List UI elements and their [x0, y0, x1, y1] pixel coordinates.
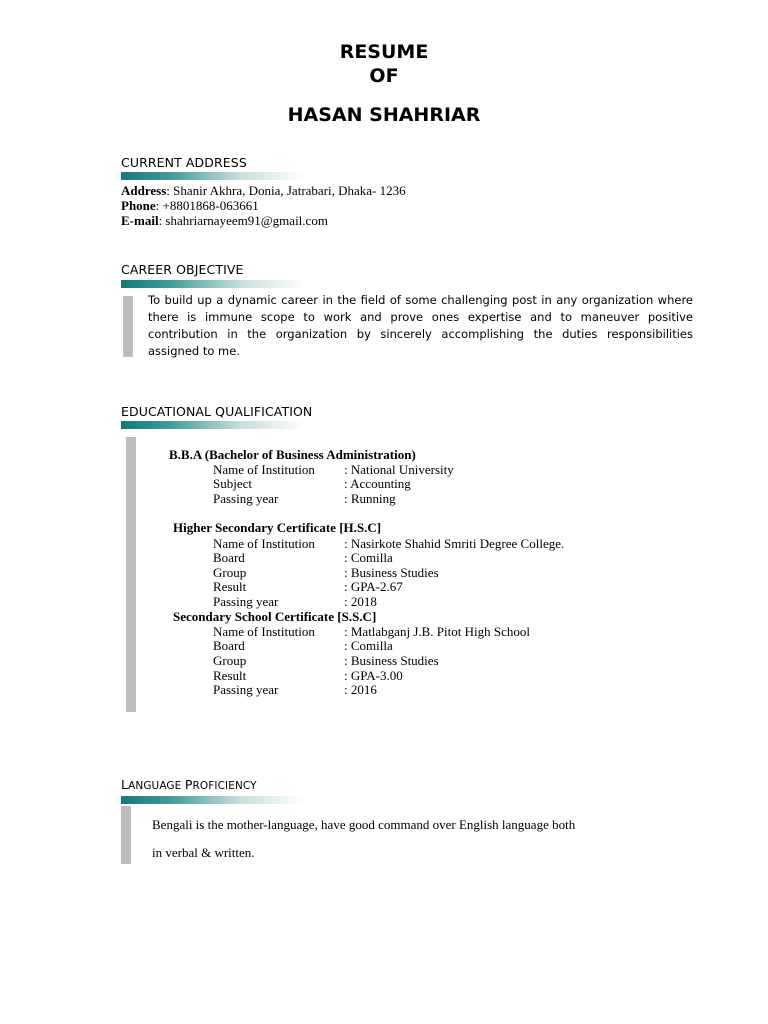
phone-value: : +8801868-063661	[155, 198, 259, 213]
table-row	[213, 654, 439, 668]
email-value: : shahriarnayeem91@gmail.com	[158, 213, 328, 228]
table-row	[213, 463, 454, 477]
row-value: : Matlabganj J.B. Pitot High School	[344, 624, 530, 639]
row-value: : Comilla	[344, 550, 393, 565]
table-row	[213, 477, 411, 491]
career-objective-bar	[123, 296, 133, 357]
resume-title: RESUME	[339, 41, 429, 63]
table-row	[213, 595, 377, 609]
row-value: : Business Studies	[344, 565, 439, 580]
language-heading	[121, 777, 257, 792]
row-value: : Nasirkote Shahid Smriti Degree College.	[344, 536, 565, 551]
language-line-1: Bengali is the mother-language, have good command over English language both	[152, 817, 576, 832]
row-label: Board	[213, 550, 245, 565]
table-row	[213, 639, 393, 653]
address-line	[121, 183, 406, 198]
row-value: : GPA-3.00	[344, 668, 403, 683]
table-row	[213, 566, 439, 580]
address-value: : Shanir Akhra, Donia, Jatrabari, Dhaka- 1236	[166, 183, 406, 198]
row-value: : 2018	[344, 594, 377, 609]
row-label: Subject	[213, 476, 252, 491]
table-row	[213, 537, 564, 551]
language-line-2: in verbal & written.	[152, 845, 255, 860]
qualification-title-ssc: Secondary School Certificate [S.S.C]	[173, 609, 377, 624]
row-label: Name of Institution	[213, 536, 315, 551]
row-label: Passing year	[213, 682, 279, 697]
table-row	[213, 551, 393, 565]
language-bar	[121, 806, 131, 864]
career-objective-heading: CAREER OBJECTIVE	[121, 262, 244, 277]
resume-of: OF	[369, 65, 399, 87]
row-label: Group	[213, 565, 247, 580]
row-label: Name of Institution	[213, 462, 315, 477]
row-value: : GPA-2.67	[344, 579, 403, 594]
heading-rest: ANGUAGE	[128, 780, 185, 792]
heading-letter: L	[121, 777, 129, 792]
row-value: : Running	[344, 491, 396, 506]
table-row	[213, 492, 396, 506]
language-rule	[121, 796, 306, 804]
row-label: Board	[213, 638, 245, 653]
row-value: : Business Studies	[344, 653, 439, 668]
email-label: E-mail	[121, 213, 159, 228]
row-value: : National University	[344, 462, 454, 477]
career-objective-rule	[121, 280, 306, 288]
phone-line	[121, 198, 259, 213]
row-label: Passing year	[213, 594, 279, 609]
row-label: Name of Institution	[213, 624, 315, 639]
heading-rest: ROFICIENCY	[192, 780, 257, 792]
current-address-heading: CURRENT ADDRESS	[121, 155, 247, 170]
table-row	[213, 683, 377, 697]
table-row	[213, 625, 530, 639]
row-label: Passing year	[213, 491, 279, 506]
row-value: : 2016	[344, 682, 377, 697]
row-label: Result	[213, 668, 247, 683]
address-label: Address	[121, 183, 167, 198]
career-objective-text: To build up a dynamic career in the field of some challenging post in any organization where there is immune scope to work and prove ones expertise and to maneuver positive contribution in the organization by sincerely accomplishing the duties responsibilities assigned to me.	[148, 293, 693, 358]
current-address-rule	[121, 172, 306, 180]
row-value: : Comilla	[344, 638, 393, 653]
education-heading: EDUCATIONAL QUALIFICATION	[121, 404, 313, 419]
heading-letter: P	[184, 777, 193, 792]
row-value: : Accounting	[344, 476, 411, 491]
qualification-title-bba: B.B.A (Bachelor of Business Administration)	[169, 447, 416, 462]
education-bar	[126, 437, 136, 712]
education-rule	[121, 421, 306, 429]
row-label: Group	[213, 653, 247, 668]
table-row	[213, 580, 403, 594]
email-line	[121, 213, 328, 228]
qualification-title-hsc: Higher Secondary Certificate [H.S.C]	[173, 520, 382, 535]
phone-label: Phone	[121, 198, 156, 213]
candidate-name: HASAN SHAHRIAR	[287, 104, 481, 126]
row-label: Result	[213, 579, 247, 594]
table-row	[213, 669, 403, 683]
